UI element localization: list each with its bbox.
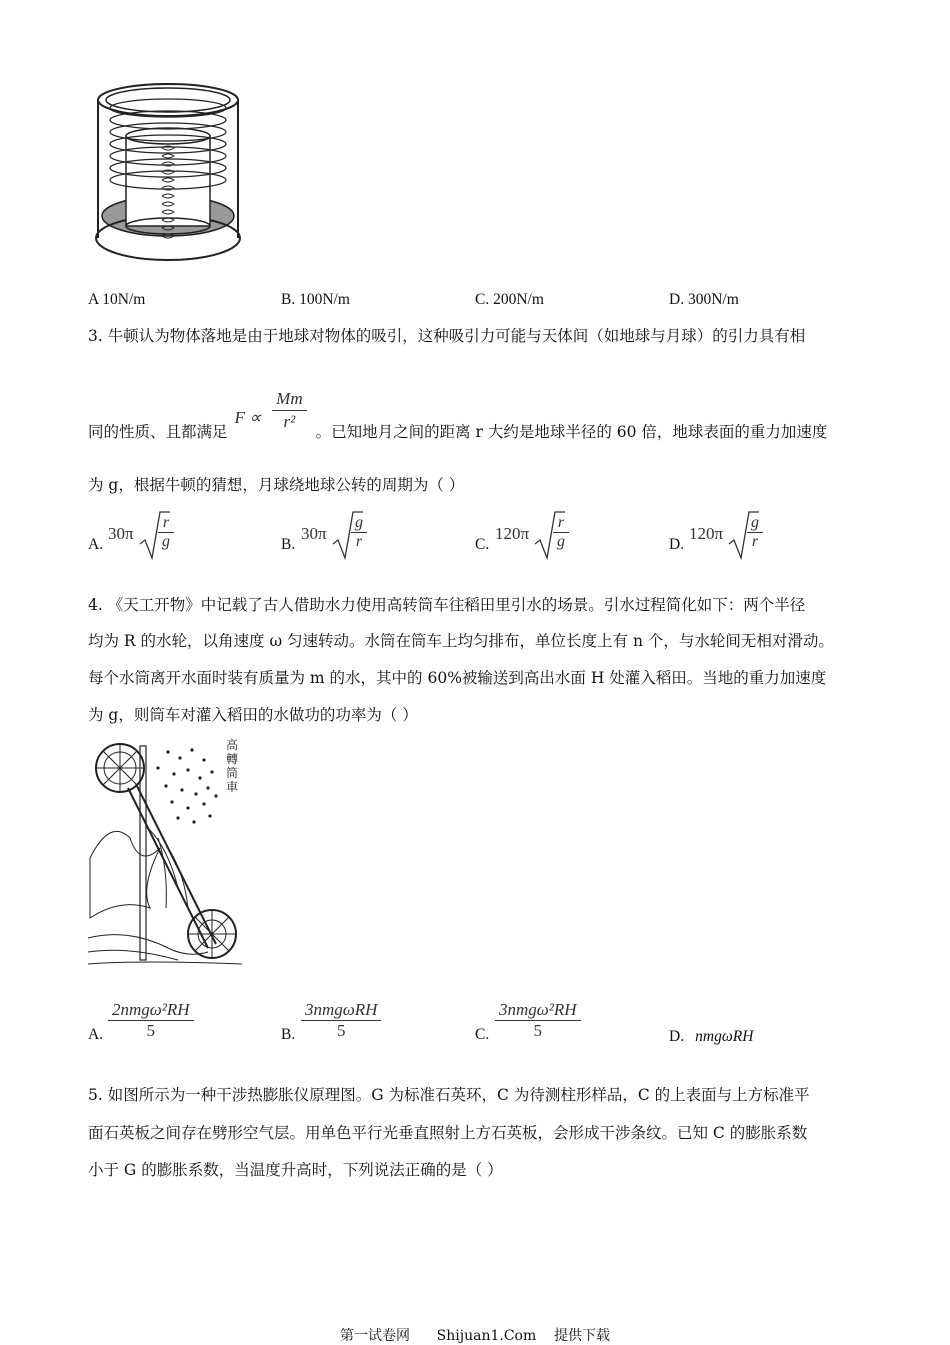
q4-option-c-num: 3nmgω²RH (495, 1000, 581, 1021)
q3-option-c-num: r (553, 514, 569, 533)
page-footer: 第一试卷网 Shijuan1.Com 提供下载 (339, 1328, 611, 1344)
q3-option-b-coef: 30π (301, 524, 327, 543)
q2-option-b: B. 100N/m (281, 291, 350, 308)
q3-option-c-coef: 120π (495, 524, 530, 543)
q2-option-c: C. 200N/m (475, 291, 544, 308)
q4-option-a-den: 5 (146, 1021, 156, 1040)
q4-option-a-label: A. (88, 1026, 104, 1043)
q5-line-1: 5. 如图所示为一种干涉热膨胀仪原理图。G 为标准石英环，C 为待测柱形样品，C 的上表面与上方标准平 (88, 1086, 810, 1104)
q3-option-a-num: r (158, 514, 174, 533)
q4-option-b-num: 3nmgωRH (301, 1000, 381, 1021)
q4-option-d-label: D. (669, 1028, 685, 1045)
q3-option-a-label: A. (88, 536, 104, 553)
q5-line-2: 面石英板之间存在劈形空气层。用单色平行光垂直照射上方石英板，会形成干涉条纹。已知 C 的膨胀系数 (88, 1124, 808, 1142)
q3-formula-den: r² (283, 412, 296, 431)
q3-line-1: 3. 牛顿认为物体落地是由于地球对物体的吸引，这种吸引力可能与天体间（如地球与月球）的引力具有相 (88, 327, 806, 345)
q4-option-c-den: 5 (533, 1021, 543, 1040)
q3-formula-num: Mm (272, 388, 306, 411)
q4-line-3: 每个水筒离开水面时装有质量为 m 的水，其中的 60%被输送到高出水面 H 处灌入稻田。当地的重力加速度 (88, 669, 827, 687)
q3-option-d-num: g (747, 514, 763, 533)
q3-line-2-post: 。已知地月之间的距离 r 大约是地球半径的 60 倍，地球表面的重力加速度 (315, 422, 828, 441)
q3-option-c-den: g (557, 533, 565, 550)
q4-option-c-fraction (495, 1000, 581, 1041)
q3-option-a-den: g (162, 533, 170, 550)
q3-line-2-pre: 同的性质、且都满足 (88, 422, 228, 441)
q3-option-c-fraction (553, 514, 569, 551)
q3-option-d-fraction (747, 514, 763, 551)
q2-option-d: D. 300N/m (669, 291, 739, 308)
q4-option-b-label: B. (281, 1026, 296, 1043)
waterwheel-woodcut-image (88, 738, 242, 970)
q4-option-d (669, 1026, 753, 1046)
q3-option-b-num: g (351, 514, 367, 533)
q5-line-3: 小于 G 的膨胀系数，当温度升高时，下列说法正确的是（ ） (88, 1161, 503, 1179)
q3-option-a-fraction (158, 514, 174, 551)
q3-formula-fraction (272, 388, 306, 433)
waterwheel-caption: 高轉筒車 (226, 738, 239, 794)
q3-option-b-den: r (355, 533, 363, 550)
q4-option-c-label: C. (475, 1026, 490, 1043)
q3-line-3: 为 g，根据牛顿的猜想，月球绕地球公转的周期为（ ） (88, 476, 465, 494)
spring-apparatus-figure (88, 78, 248, 278)
q3-option-d-coef: 120π (689, 524, 724, 543)
q3-option-a-coef: 30π (108, 524, 134, 543)
q4-line-1: 4. 《天工开物》中记载了古人借助水力使用高转筒车往稻田里引水的场景。引水过程简化如下：两个半径 (88, 596, 806, 614)
q3-option-b-label: B. (281, 536, 296, 553)
q4-option-b-den: 5 (336, 1021, 346, 1040)
waterwheel-illustration (88, 738, 242, 970)
q4-option-a-fraction (108, 1000, 194, 1041)
q4-line-2: 均为 R 的水轮，以角速度 ω 匀速转动。水筒在筒车上均匀排布，单位长度上有 n 个，与水轮间无相对滑动。 (88, 632, 834, 650)
q3-line-2 (88, 388, 828, 441)
q4-line-4: 为 g，则筒车对灌入稻田的水做功的功率为（ ） (88, 706, 418, 724)
q4-option-a-num: 2nmgω²RH (108, 1000, 194, 1021)
q3-option-b-fraction (351, 514, 367, 551)
q3-formula-lhs: F ∝ (234, 407, 262, 427)
q3-option-d-label: D. (669, 536, 685, 553)
q2-option-a: A 10N/m (88, 291, 146, 308)
q3-option-d-den: r (751, 533, 759, 550)
q4-option-d-text: nmgωRH (695, 1028, 754, 1045)
q3-option-c-label: C. (475, 536, 490, 553)
q4-option-b-fraction (301, 1000, 381, 1041)
